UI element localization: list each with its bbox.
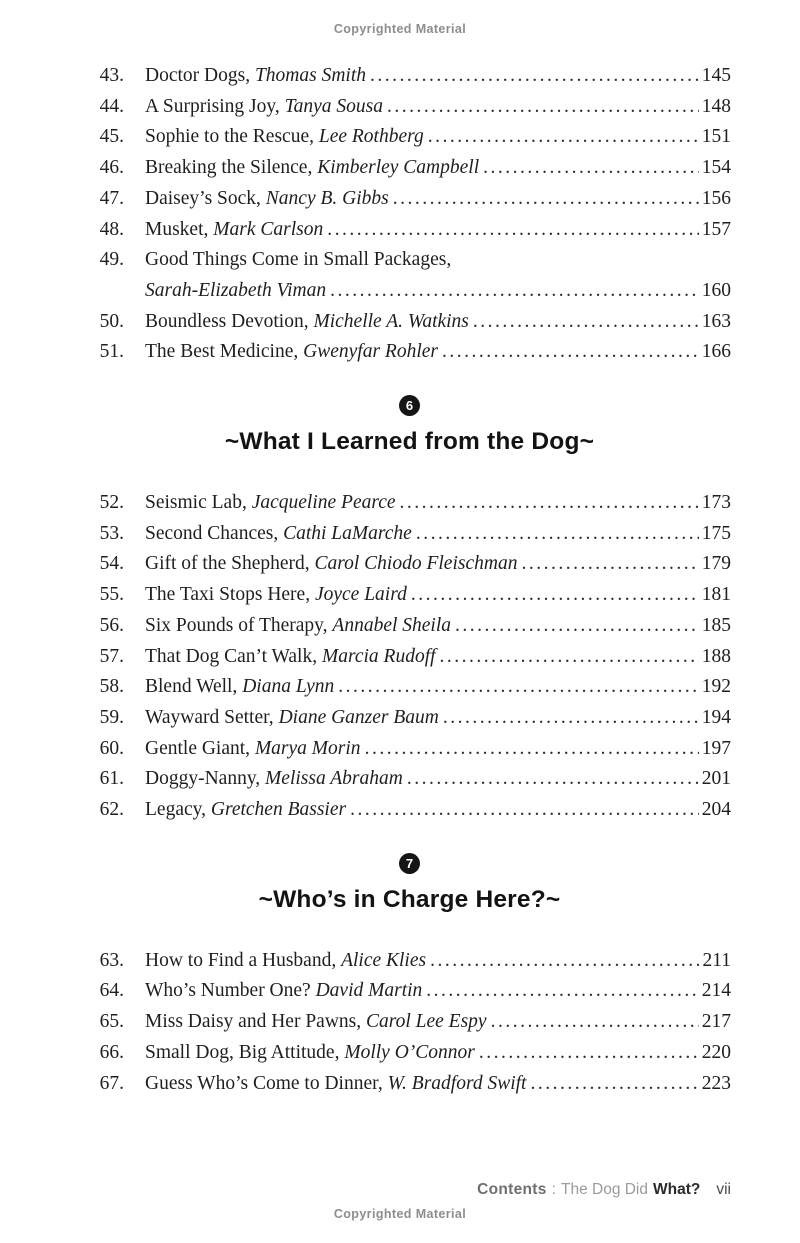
entry-text bbox=[145, 795, 346, 826]
entry-title: Who’s Number One? bbox=[145, 980, 311, 1002]
entry-author: Kimberley Campbell bbox=[317, 157, 480, 179]
entry-title: A Surprising Joy, bbox=[145, 95, 280, 117]
toc-entry bbox=[88, 215, 731, 246]
toc-entries bbox=[88, 61, 731, 368]
entry-page: 148 bbox=[701, 95, 731, 117]
entry-author: Gretchen Bassier bbox=[210, 799, 347, 821]
toc-entry bbox=[88, 307, 731, 338]
entry-title: That Dog Can’t Walk, bbox=[145, 645, 318, 667]
entry-number: 50. bbox=[99, 310, 124, 332]
entry-text bbox=[145, 976, 422, 1007]
entry-page: 156 bbox=[701, 187, 731, 209]
entry-author: Tanya Sousa bbox=[284, 95, 384, 117]
entry-text bbox=[145, 92, 383, 123]
toc-entry bbox=[88, 184, 731, 215]
entry-number: 64. bbox=[99, 980, 124, 1002]
entry-text bbox=[145, 1007, 487, 1038]
entry-author: W. Bradford Swift bbox=[387, 1072, 527, 1094]
entry-text bbox=[145, 764, 403, 795]
footer-separator: : bbox=[551, 1181, 556, 1198]
entry-text bbox=[145, 1038, 475, 1069]
entry-title: Seismic Lab, bbox=[145, 492, 247, 514]
footer-page-number: vii bbox=[716, 1181, 731, 1198]
entry-number: 67. bbox=[99, 1072, 124, 1094]
section-title: ~Who’s in Charge Here?~ bbox=[258, 885, 561, 913]
entry-page: 166 bbox=[701, 341, 731, 363]
entry-number: 54. bbox=[99, 553, 124, 575]
entry-page: 204 bbox=[701, 799, 731, 821]
entry-title: Six Pounds of Therapy, bbox=[145, 614, 328, 636]
entry-author: Melissa Abraham bbox=[265, 768, 403, 790]
section-title: ~What I Learned from the Dog~ bbox=[224, 428, 595, 456]
entry-title: How to Find a Husband, bbox=[145, 949, 337, 971]
toc-entry bbox=[88, 122, 731, 153]
entry-title: Musket, bbox=[145, 218, 209, 240]
dot-leader bbox=[411, 580, 699, 611]
entry-text bbox=[145, 245, 451, 276]
entry-title: Doctor Dogs, bbox=[145, 65, 251, 86]
dot-leader bbox=[426, 976, 699, 1007]
entry-number: 62. bbox=[99, 799, 124, 821]
entry-title: Miss Daisy and Her Pawns, bbox=[145, 1011, 362, 1033]
entry-page: 151 bbox=[701, 126, 731, 148]
entry-text bbox=[145, 153, 479, 184]
entry-page: 214 bbox=[701, 980, 731, 1002]
entry-author: Marcia Rudoff bbox=[321, 645, 436, 667]
footer-book-title-bold: What? bbox=[653, 1181, 701, 1198]
entry-author: Thomas Smith bbox=[254, 65, 367, 86]
toc-entry bbox=[88, 488, 731, 519]
entry-title: The Best Medicine, bbox=[145, 341, 299, 363]
entry-author: Carol Chiodo Fleischman bbox=[314, 553, 518, 575]
section-number-badge: 6 bbox=[399, 395, 420, 416]
entry-author: Diane Ganzer Baum bbox=[278, 706, 439, 728]
entry-author: Molly O’Connor bbox=[344, 1041, 475, 1063]
entry-number: 57. bbox=[99, 645, 124, 667]
entry-number: 47. bbox=[99, 187, 124, 209]
toc-entry bbox=[88, 642, 731, 673]
entry-title: The Taxi Stops Here, bbox=[145, 584, 311, 606]
entry-page: 192 bbox=[701, 676, 731, 698]
entry-page: 197 bbox=[701, 737, 731, 759]
entry-text bbox=[145, 61, 366, 92]
entry-page: 220 bbox=[701, 1041, 731, 1063]
entry-page: 181 bbox=[701, 584, 731, 606]
entry-number: 58. bbox=[99, 676, 124, 698]
entry-title: Good Things Come in Small Packages, bbox=[145, 249, 452, 271]
entry-author: Mark Carlson bbox=[213, 218, 324, 240]
entry-title: Doggy-Nanny, bbox=[145, 768, 261, 790]
dot-leader bbox=[473, 307, 699, 338]
entry-page: 154 bbox=[701, 157, 731, 179]
dot-leader bbox=[327, 215, 699, 246]
entry-page: 201 bbox=[701, 768, 731, 790]
entry-text bbox=[145, 488, 396, 519]
toc-entry bbox=[88, 519, 731, 550]
entry-author: David Martin bbox=[315, 980, 423, 1002]
entry-text bbox=[145, 672, 334, 703]
copyright-notice-top: Copyrighted Material bbox=[333, 22, 467, 36]
entry-author: Nancy B. Gibbs bbox=[265, 187, 389, 209]
entry-title: Small Dog, Big Attitude, bbox=[145, 1041, 340, 1063]
toc-entry bbox=[88, 976, 731, 1007]
dot-leader bbox=[442, 337, 699, 368]
entry-number: 46. bbox=[99, 157, 124, 179]
dot-leader bbox=[479, 1038, 699, 1069]
entry-text bbox=[145, 184, 389, 215]
entry-page: 211 bbox=[702, 949, 731, 971]
entry-number: 59. bbox=[99, 706, 124, 728]
entry-page: 173 bbox=[701, 492, 731, 514]
dot-leader bbox=[416, 519, 699, 550]
entry-author: Marya Morin bbox=[254, 737, 361, 759]
toc-entries bbox=[88, 488, 731, 826]
dot-leader bbox=[455, 611, 699, 642]
dot-leader bbox=[440, 642, 699, 673]
entry-author: Carol Lee Espy bbox=[365, 1011, 487, 1033]
toc-entry bbox=[88, 1038, 731, 1069]
entry-title: Sophie to the Rescue, bbox=[145, 126, 314, 148]
entry-author: Michelle A. Watkins bbox=[313, 310, 469, 332]
entry-page: 145 bbox=[701, 65, 731, 86]
entry-text bbox=[145, 307, 469, 338]
entry-text bbox=[145, 215, 323, 246]
entry-page: 185 bbox=[701, 614, 731, 636]
entry-author: Joyce Laird bbox=[314, 584, 407, 606]
section-header bbox=[88, 853, 731, 914]
dot-leader bbox=[330, 276, 699, 307]
dot-leader bbox=[407, 764, 699, 795]
entry-page: 194 bbox=[701, 706, 731, 728]
dot-leader bbox=[491, 1007, 699, 1038]
entry-title: Daisey’s Sock, bbox=[145, 187, 261, 209]
entry-title: Second Chances, bbox=[145, 522, 279, 544]
toc-entry bbox=[88, 337, 731, 368]
entry-number: 56. bbox=[99, 614, 124, 636]
entry-page: 179 bbox=[701, 553, 731, 575]
dot-leader bbox=[365, 734, 699, 765]
entry-author: Diana Lynn bbox=[242, 676, 335, 698]
entry-author: Cathi LaMarche bbox=[283, 522, 412, 544]
entry-number: 65. bbox=[99, 1011, 124, 1033]
entry-title: Gift of the Shepherd, bbox=[145, 553, 310, 575]
dot-leader bbox=[393, 184, 699, 215]
toc-entry bbox=[88, 946, 731, 977]
dot-leader bbox=[370, 61, 699, 92]
entry-text bbox=[145, 337, 438, 368]
entry-page: 188 bbox=[701, 645, 731, 667]
entry-title: Blend Well, bbox=[145, 676, 238, 698]
toc-entry bbox=[88, 703, 731, 734]
entry-number: 61. bbox=[99, 768, 124, 790]
toc-entry bbox=[88, 764, 731, 795]
entry-number: 55. bbox=[99, 584, 124, 606]
dot-leader bbox=[530, 1069, 699, 1100]
entry-text bbox=[145, 1069, 526, 1100]
entry-title: Boundless Devotion, bbox=[145, 310, 309, 332]
entry-page: 163 bbox=[701, 310, 731, 332]
dot-leader bbox=[387, 92, 699, 123]
entry-title: Gentle Giant, bbox=[145, 737, 251, 759]
entry-text bbox=[145, 703, 439, 734]
dot-leader bbox=[483, 153, 699, 184]
entry-number: 51. bbox=[99, 341, 124, 363]
entry-page: 223 bbox=[701, 1072, 731, 1094]
entry-number: 45. bbox=[99, 126, 124, 148]
entry-author: Sarah-Elizabeth Viman bbox=[145, 279, 327, 301]
dot-leader bbox=[350, 795, 699, 826]
entry-text bbox=[145, 580, 407, 611]
entry-author: Jacqueline Pearce bbox=[251, 492, 396, 514]
dot-leader bbox=[428, 122, 699, 153]
toc-entry bbox=[88, 245, 731, 276]
toc-entry bbox=[88, 580, 731, 611]
entry-number: 48. bbox=[99, 218, 124, 240]
toc-entry bbox=[88, 61, 731, 92]
page-footer bbox=[477, 1181, 731, 1199]
entry-page: 217 bbox=[701, 1011, 731, 1033]
entry-text bbox=[145, 549, 517, 580]
toc-entry bbox=[88, 611, 731, 642]
entry-text bbox=[145, 519, 412, 550]
entry-number: 63. bbox=[99, 949, 124, 971]
entry-page: 175 bbox=[701, 522, 731, 544]
entry-text bbox=[145, 734, 361, 765]
footer-book-title: The Dog Did bbox=[560, 1181, 648, 1198]
dot-leader bbox=[400, 488, 699, 519]
entry-text bbox=[145, 276, 326, 307]
entry-number: 44. bbox=[99, 95, 124, 117]
entry-author: Gwenyfar Rohler bbox=[303, 341, 438, 363]
dot-leader bbox=[430, 946, 699, 977]
entry-number: 66. bbox=[99, 1041, 124, 1063]
entry-title: Legacy, bbox=[145, 799, 206, 821]
toc-entry bbox=[88, 795, 731, 826]
entry-title: Breaking the Silence, bbox=[145, 157, 313, 179]
entry-text bbox=[145, 122, 424, 153]
toc-entry-continuation bbox=[88, 276, 731, 307]
dot-leader bbox=[443, 703, 699, 734]
entry-text bbox=[145, 642, 436, 673]
toc-entry bbox=[88, 672, 731, 703]
toc-entry bbox=[88, 1007, 731, 1038]
entry-author: Alice Klies bbox=[341, 949, 427, 971]
toc-entry bbox=[88, 92, 731, 123]
toc-entries bbox=[88, 946, 731, 1100]
entry-author: Lee Rothberg bbox=[318, 126, 424, 148]
entry-title: Guess Who’s Come to Dinner, bbox=[145, 1072, 383, 1094]
dot-leader bbox=[338, 672, 699, 703]
entry-text bbox=[145, 946, 426, 977]
toc-entry bbox=[88, 549, 731, 580]
toc-entry bbox=[88, 153, 731, 184]
entry-number: 53. bbox=[99, 522, 124, 544]
toc-entry bbox=[88, 1069, 731, 1100]
toc-entry bbox=[88, 734, 731, 765]
entry-page: 157 bbox=[701, 218, 731, 240]
table-of-contents bbox=[0, 36, 800, 1099]
section-number-badge: 7 bbox=[399, 853, 420, 874]
dot-leader bbox=[521, 549, 699, 580]
entry-page: 160 bbox=[701, 279, 731, 301]
entry-number: 49. bbox=[99, 249, 124, 271]
entry-number: 52. bbox=[99, 492, 124, 514]
entry-author: Annabel Sheila bbox=[332, 614, 452, 636]
entry-number: 60. bbox=[99, 737, 124, 759]
footer-section-label: Contents bbox=[477, 1181, 547, 1198]
copyright-notice-bottom: Copyrighted Material bbox=[333, 1207, 467, 1221]
entry-title: Wayward Setter, bbox=[145, 706, 274, 728]
entry-text bbox=[145, 611, 451, 642]
section-header bbox=[88, 395, 731, 456]
entry-number: 43. bbox=[99, 65, 124, 86]
